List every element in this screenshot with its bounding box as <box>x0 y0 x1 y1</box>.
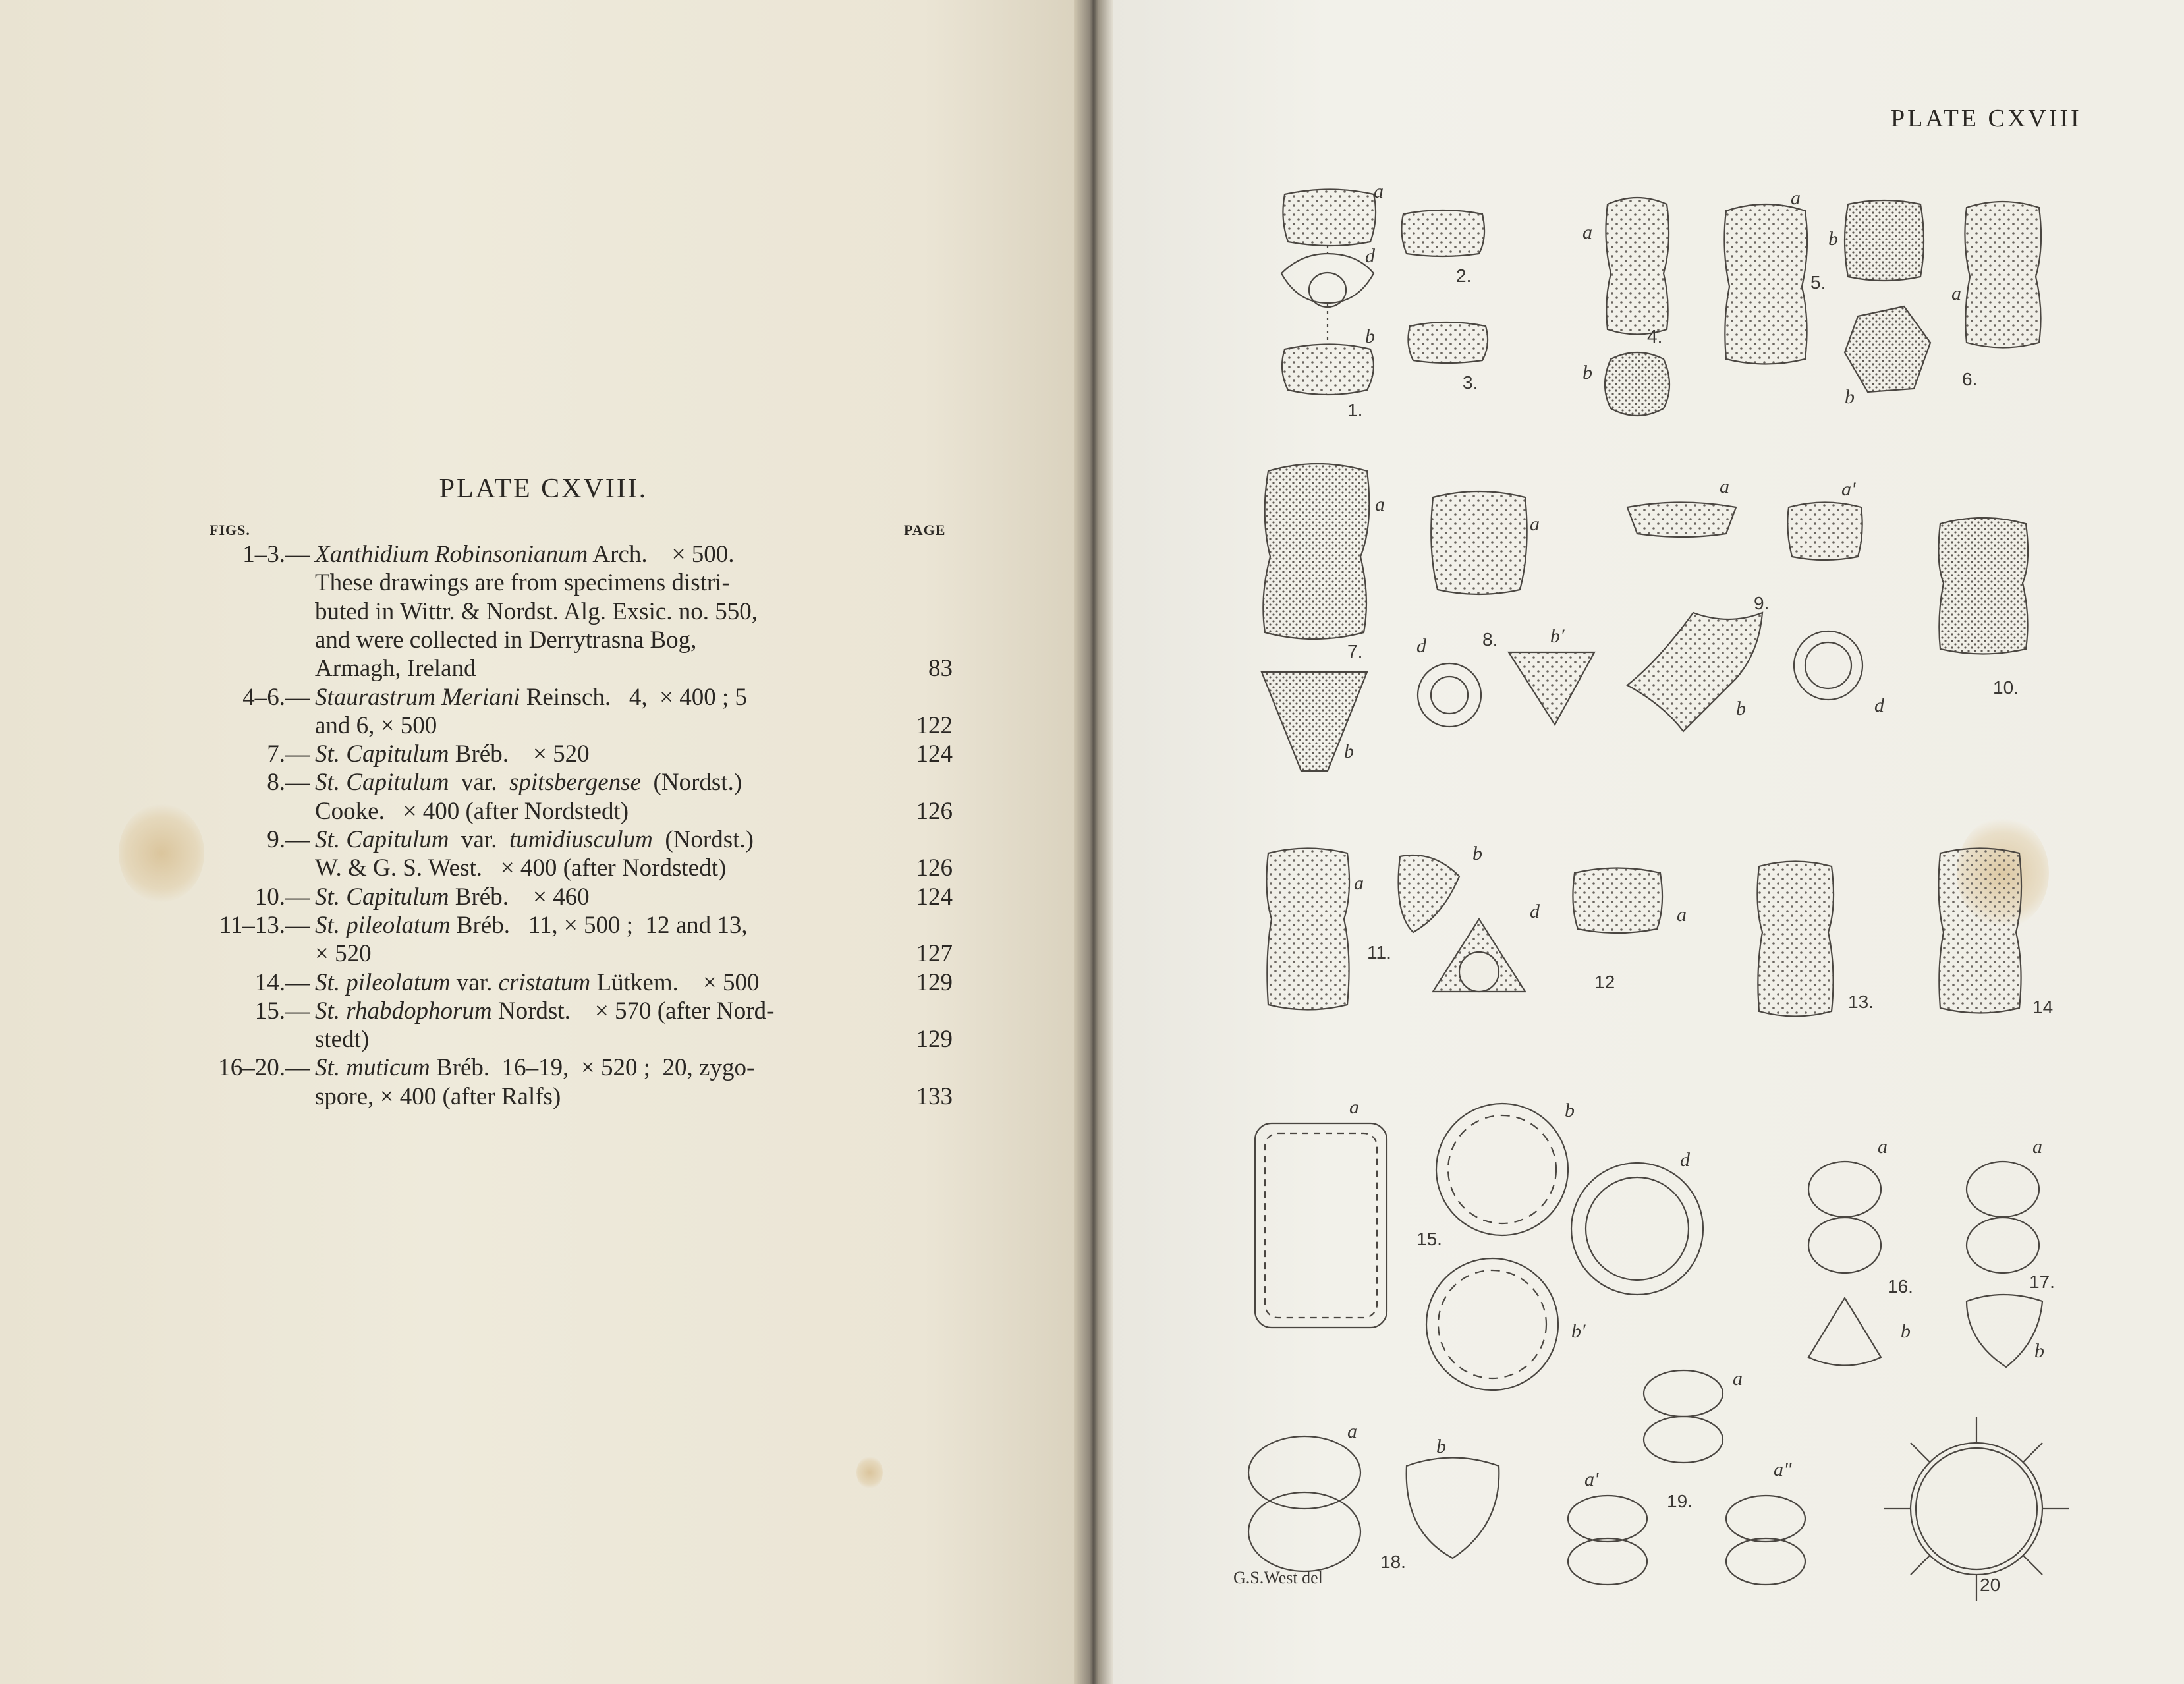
figure-3 <box>1408 322 1488 363</box>
caption-text-line: Staurastrum Meriani Reinsch. 4, × 400 ; 5 <box>315 683 748 711</box>
caption-figure-numbers: 15.— <box>254 997 310 1024</box>
caption-figure-numbers: 14.— <box>254 968 310 996</box>
caption-text-line: × 520 <box>315 940 372 968</box>
sub-label: a <box>1374 181 1384 202</box>
figure-number-label: 15. <box>1416 1229 1442 1249</box>
figure-16 <box>1808 1162 1881 1366</box>
figure-number-label: 20 <box>1980 1575 2001 1595</box>
caption-text-line: Cooke. × 400 (after Nordstedt) <box>315 797 629 825</box>
caption-text-line: St. pileolatum Bréb. 11, × 500 ; 12 and 13, <box>315 911 748 939</box>
figure-number-label: 14 <box>2032 997 2054 1017</box>
figure-number-label: 10. <box>1993 677 2019 698</box>
sub-label: d <box>1530 901 1540 922</box>
caption-figure-numbers: 16–20.— <box>218 1054 310 1082</box>
figure-number-label: 13. <box>1848 992 1874 1012</box>
sub-label: b <box>1365 325 1375 347</box>
figure-4 <box>1605 198 1669 416</box>
caption-text-line: W. & G. S. West. × 400 (after Nordstedt) <box>315 855 727 882</box>
left-page <box>0 0 1087 1684</box>
sub-label: d <box>1874 694 1884 716</box>
figure-14 <box>1938 849 2021 1013</box>
plate-figures <box>1113 0 2184 1684</box>
caption-text-line: St. muticum Bréb. 16–19, × 520 ; 20, zygo- <box>315 1054 755 1082</box>
figure-number-label: 3. <box>1463 372 1478 393</box>
sub-label: b <box>1901 1320 1911 1342</box>
figure-number-label: 9. <box>1754 593 1770 613</box>
caption-text-line: Armagh, Ireland <box>315 655 476 683</box>
sub-label: a <box>2032 1136 2042 1158</box>
caption-text-line: St. Capitulum Bréb. × 460 <box>315 883 590 911</box>
figure-10 <box>1938 518 2028 654</box>
figure-5 <box>1724 200 1930 392</box>
figure-9 <box>1627 503 1862 732</box>
caption-figure-numbers: 8.— <box>267 769 310 797</box>
artist-signature: G.S.West del <box>1233 1568 1323 1587</box>
caption-text-line: These drawings are from specimens distri- <box>315 569 730 597</box>
caption-page-number: 124 <box>916 883 953 911</box>
caption-figure-numbers: 10.— <box>254 883 310 911</box>
sub-label: a <box>1530 513 1540 535</box>
figure-number-label: 5. <box>1810 272 1826 293</box>
figure-number-label: 11. <box>1367 942 1391 963</box>
caption-page-number: 127 <box>916 940 953 968</box>
sub-label: a <box>1791 187 1801 209</box>
sub-label: a" <box>1774 1459 1792 1480</box>
sub-label: b' <box>1550 625 1565 647</box>
sub-label: d <box>1416 635 1426 657</box>
figure-number-label: 7. <box>1347 641 1363 661</box>
figure-18 <box>1248 1436 1499 1571</box>
caption-page-number: 129 <box>916 1026 953 1053</box>
caption-text-line: Xanthidium Robinsonianum Arch. × 500. <box>315 541 735 568</box>
caption-page-number: 124 <box>916 741 953 768</box>
caption-figure-numbers: 11–13.— <box>219 911 310 939</box>
sub-label: a <box>1951 283 1961 304</box>
figure-8 <box>1418 491 1594 727</box>
sub-label: a <box>1720 476 1729 497</box>
sub-label: b <box>1436 1436 1446 1457</box>
plate-header: PLATE CXVIII <box>1891 105 2082 132</box>
figure-number-label: 17. <box>2029 1272 2055 1292</box>
caption-page-number: 129 <box>916 968 953 996</box>
sub-label: a' <box>1841 478 1856 500</box>
caption-text-line: spore, × 400 (after Ralfs) <box>315 1082 561 1110</box>
sub-label: b <box>1828 228 1838 250</box>
book-gutter <box>1074 0 1113 1684</box>
sub-label: a <box>1347 1420 1357 1442</box>
caption-page-number: 126 <box>916 855 953 882</box>
caption-figure-numbers: 4–6.— <box>242 683 310 711</box>
caption-text-line: and 6, × 500 <box>315 712 437 739</box>
caption-text-line: St. Capitulum var. spitsbergense (Nordst.) <box>315 769 742 797</box>
figure-2 <box>1401 210 1484 256</box>
figure-7 <box>1262 464 1369 771</box>
figure-12 <box>1573 868 1662 934</box>
sub-label: a <box>1582 221 1592 243</box>
caption-page-number: 133 <box>916 1082 953 1110</box>
caption-text-line: stedt) <box>315 1026 370 1053</box>
caption-figure-numbers: 1–3.— <box>242 541 310 568</box>
figure-number-label: 2. <box>1456 266 1472 286</box>
caption-text-line: St. rhabdophorum Nordst. × 570 (after Nord- <box>315 997 775 1024</box>
caption-page-number: 122 <box>916 712 953 739</box>
figure-20 <box>1884 1417 2069 1601</box>
figure-11 <box>1266 849 1525 1010</box>
sub-label: a <box>1677 904 1687 926</box>
sub-figure-letters <box>1344 181 2044 1490</box>
sub-label: b <box>1344 741 1354 762</box>
page-column-header: PAGE <box>904 522 946 538</box>
caption-text-line: St. Capitulum var. tumidiusculum (Nordst.) <box>315 826 754 853</box>
figure-number-label: 16. <box>1888 1276 1913 1297</box>
sub-label: b <box>1582 362 1592 383</box>
sub-label: b <box>2034 1340 2044 1362</box>
sub-label: b <box>1472 843 1482 864</box>
figure-17 <box>1967 1162 2042 1367</box>
figure-number-label: 4. <box>1647 326 1663 347</box>
figs-column-header: FIGS. <box>210 522 250 538</box>
figure-19 <box>1568 1370 1805 1585</box>
caption-figure-numbers: 7.— <box>267 741 310 768</box>
sub-label: b <box>1845 386 1855 408</box>
caption-text-line: buted in Wittr. & Nordst. Alg. Exsic. no. 550, <box>315 598 758 625</box>
sub-label: d <box>1365 245 1375 267</box>
sub-label: a <box>1354 872 1364 894</box>
sub-label: a <box>1375 493 1385 515</box>
foxing-stain-small <box>856 1456 883 1489</box>
sub-label: a <box>1878 1136 1888 1158</box>
caption-page-number: 83 <box>928 655 953 683</box>
figure-number-label: 18. <box>1380 1552 1406 1572</box>
figure-number-label: 8. <box>1482 629 1498 650</box>
sub-label: b <box>1736 698 1746 719</box>
figure-15 <box>1255 1104 1703 1390</box>
figure-number-label: 19. <box>1667 1491 1693 1511</box>
figure-number-label: 1. <box>1347 400 1363 420</box>
sub-label: a' <box>1584 1469 1599 1490</box>
sub-label: d <box>1680 1149 1690 1171</box>
sub-label: b' <box>1571 1320 1586 1342</box>
caption-text-line: St. pileolatum var. cristatum Lütkem. × 500 <box>315 968 760 996</box>
sub-label: a <box>1733 1368 1743 1389</box>
figure-13 <box>1757 862 1834 1017</box>
caption-figure-numbers: 9.— <box>267 826 310 853</box>
figure-1 <box>1281 190 1376 395</box>
sub-label: a <box>1349 1096 1359 1118</box>
figure-number-label: 6. <box>1962 369 1978 389</box>
plate-title: PLATE CXVIII. <box>439 474 648 504</box>
caption-page-number: 126 <box>916 797 953 825</box>
figure-6 <box>1965 202 2041 348</box>
caption-text-line: and were collected in Derrytrasna Bog, <box>315 626 697 654</box>
sub-label: b <box>1565 1100 1575 1121</box>
figure-number-label: 12 <box>1594 972 1615 992</box>
caption-text-line: St. Capitulum Bréb. × 520 <box>315 741 590 768</box>
